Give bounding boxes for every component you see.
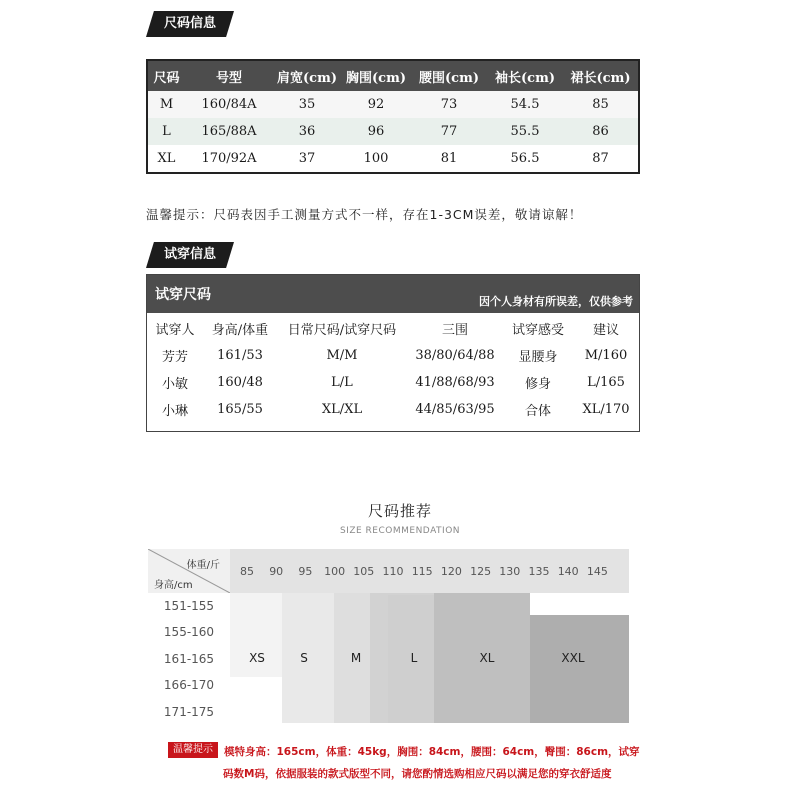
table-cell: 96 [341, 118, 411, 145]
table-cell: 87 [563, 145, 639, 173]
col-header: 三围 [441, 323, 468, 338]
table-cell: 56.5 [487, 145, 563, 173]
size-tip-text: 温馨提示：尺码表因手工测量方式不一样，存在1-3CM误差，敬请谅解！ [146, 207, 583, 222]
table-row [147, 118, 639, 145]
col-header: 尺码 [147, 60, 185, 91]
table-cell: 修身 [524, 377, 551, 392]
weight-tick-label: 140 [557, 565, 579, 578]
recommendation-subtitle: SIZE RECOMMENDATION [339, 526, 461, 536]
table-cell: 161/53 [217, 348, 263, 363]
table-cell: 合体 [524, 404, 551, 419]
col-header: 腰围(cm) [411, 60, 487, 91]
zone-xxl-top [556, 593, 629, 615]
size-table-header [147, 60, 639, 91]
weight-tick-label: 85 [240, 565, 254, 578]
height-row-label: 171-175 [148, 699, 230, 725]
table-cell: 160/84A [185, 91, 273, 118]
size-label-xl: XL [479, 651, 495, 665]
size-label-m: M [350, 651, 362, 665]
weight-axis-label: 体重/斤 [186, 560, 220, 571]
height-row-label: 166-170 [148, 672, 230, 698]
table-cell: XL [147, 145, 185, 173]
col-header: 试穿感受 [511, 323, 564, 338]
weight-tick-label: 130 [499, 565, 521, 578]
table-cell: 35 [273, 91, 341, 118]
table-cell: 100 [341, 145, 411, 173]
col-header: 试穿人 [155, 323, 195, 338]
table-cell: 77 [411, 118, 487, 145]
table-cell: 73 [411, 91, 487, 118]
weight-tick-label: 95 [298, 565, 313, 578]
height-row-label: 155-160 [148, 619, 230, 645]
model-info-line1: 模特身高：165cm，体重：45kg，胸围：84cm，腰围：64cm，臀围：86cm，试穿 [224, 746, 640, 758]
table-cell: 86 [563, 118, 639, 145]
zone-xxl [530, 615, 629, 723]
weight-tick-label: 135 [528, 565, 550, 578]
table-cell: L [147, 118, 185, 145]
size-label-s: S [300, 651, 308, 665]
table-row [147, 396, 639, 423]
table-cell: 81 [411, 145, 487, 173]
table-cell: 小敏 [161, 377, 188, 392]
fitting-info-tag-label: 试穿信息 [163, 247, 216, 262]
size-info-tag-label: 尺码信息 [163, 16, 216, 31]
table-cell: 160/48 [217, 375, 263, 390]
fitting-table-header-bar [147, 275, 639, 313]
table-cell: M [147, 91, 185, 118]
col-header: 裙长(cm) [563, 60, 639, 91]
table-cell: 36 [273, 118, 341, 145]
warm-tip-badge: 温馨提示 [168, 742, 218, 758]
table-row [147, 145, 639, 173]
table-cell: 38/80/64/88 [415, 348, 495, 363]
col-header: 日常尺码/试穿尺码 [287, 323, 397, 338]
weight-tick-label: 90 [269, 565, 284, 578]
zone-xs-fade [230, 677, 282, 723]
col-header: 肩宽(cm) [273, 60, 341, 91]
col-header: 号型 [185, 60, 273, 91]
model-info-line2: 码数M码，依据服装的款式版型不同，请您酌情选购相应尺码以满足您的穿衣舒适度 [223, 768, 612, 780]
table-cell: M/160 [584, 348, 628, 363]
table-cell: XL/170 [582, 402, 630, 417]
table-cell: XL/XL [321, 402, 363, 417]
size-table [146, 59, 640, 174]
height-axis-label: 身高/cm [154, 580, 193, 591]
weight-tick-label: 115 [411, 565, 433, 578]
size-label-l: L [410, 651, 418, 665]
table-cell: 85 [563, 91, 639, 118]
table-cell: M/M [326, 348, 358, 363]
recommendation-title: 尺码推荐 [367, 502, 432, 520]
col-header: 袖长(cm) [487, 60, 563, 91]
fitting-table-columns [147, 315, 639, 342]
size-label-xxl: XXL [561, 651, 585, 665]
weight-tick-label: 120 [440, 565, 462, 578]
table-cell: 37 [273, 145, 341, 173]
table-cell: 165/88A [185, 118, 273, 145]
fitting-info-tag [146, 242, 234, 268]
table-cell: 92 [341, 91, 411, 118]
table-cell: L/L [331, 375, 353, 390]
table-row [147, 91, 639, 118]
table-cell: 54.5 [487, 91, 563, 118]
table-cell: 165/55 [217, 402, 263, 417]
table-row [147, 342, 639, 369]
fitting-table-note: 因个人身材有所误差，仅供参考 [479, 295, 633, 308]
table-cell: 170/92A [185, 145, 273, 173]
grid-corner [148, 549, 230, 593]
table-cell: L/165 [587, 375, 625, 390]
fitting-table-body [147, 315, 639, 423]
weight-tick-label: 100 [324, 565, 346, 578]
weight-tick-label: 105 [353, 565, 375, 578]
weight-tick-label: 145 [586, 565, 608, 578]
fitting-table [146, 274, 640, 432]
height-row-label: 161-165 [148, 646, 230, 672]
col-header: 建议 [592, 323, 619, 338]
height-row-label: 151-155 [148, 593, 230, 619]
table-cell: 显腰身 [518, 350, 558, 365]
size-label-xs: XS [249, 651, 265, 665]
table-cell: 55.5 [487, 118, 563, 145]
table-cell: 小琳 [161, 404, 188, 419]
table-cell: 41/88/68/93 [415, 375, 495, 390]
table-cell: 44/85/63/95 [415, 402, 495, 417]
col-header: 胸围(cm) [341, 60, 411, 91]
weight-tick-label: 125 [470, 565, 492, 578]
size-info-tag [146, 11, 234, 37]
table-row [147, 369, 639, 396]
col-header: 身高/体重 [211, 323, 269, 338]
weight-tick-label: 110 [382, 565, 404, 578]
table-cell: 芳芳 [161, 350, 188, 365]
fitting-table-title: 试穿尺码 [155, 287, 211, 303]
